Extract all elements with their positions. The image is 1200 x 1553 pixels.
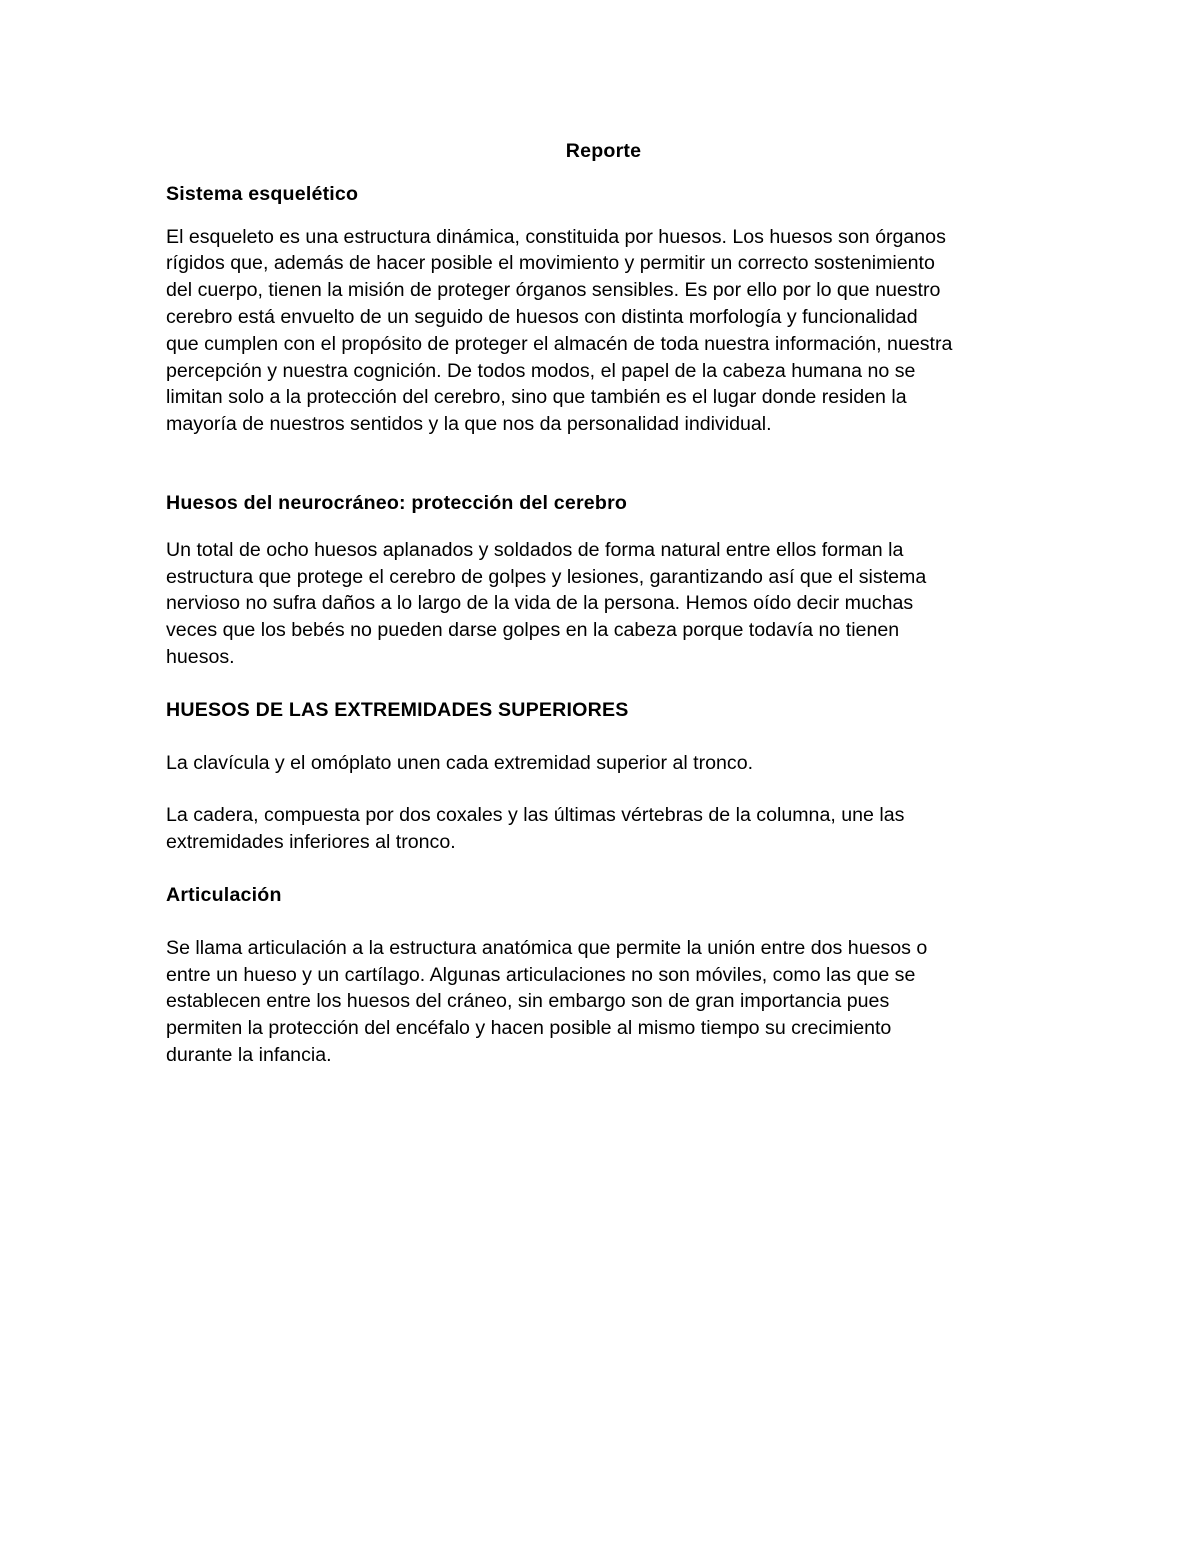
paragraph-neurocraneo: Un total de ocho huesos aplanados y soldados de forma natural entre ellos forman la estructura que protege el cerebro de golpes y lesiones, garantizando así que el sistema nervioso no sufra daños a lo largo de la vida de la persona. Hemos oído decir muchas veces que los bebés no pueden darse golpes en la cabeza porque todavía no tienen huesos.: [166, 538, 927, 668]
paragraph-articulacion: Se llama articulación a la estructura anatómica que permite la unión entre dos huesos o entre un hueso y un cartílago. Algunas articulaciones no son móviles, como las que se establecen entre los huesos del cráneo, sin embargo son de gran importancia pues permiten la protección del encéfalo y hacen posible al mismo tiempo su crecimiento durante la infancia.: [166, 936, 928, 1066]
section-heading-sistema-esqueletico: Sistema esquelético: [166, 182, 359, 205]
document-title: Reporte: [565, 140, 642, 162]
paragraph-cadera: La cadera, compuesta por dos coxales y las últimas vértebras de la columna, une las extremidades inferiores al tronco.: [166, 804, 905, 854]
section-heading-neurocraneo: Huesos del neurocráneo: protección del cerebro: [166, 491, 628, 514]
paragraph-clavicula: La clavícula y el omóplato unen cada extremidad superior al tronco.: [166, 751, 754, 774]
document-body: [166, 138, 1041, 1069]
section-heading-extremidades-superiores: HUESOS DE LAS EXTREMIDADES SUPERIORES: [166, 698, 629, 721]
paragraph-sistema-esqueletico: El esqueleto es una estructura dinámica, constituida por huesos. Los huesos son órganos rígidos que, además de hacer posible el movimiento y permitir un correcto sostenimiento del cuerpo, tienen la misión de proteger órganos sensibles. Es por ello por lo que nuestro cerebro está envuelto de un seguido de huesos con distinta morfología y funcionalidad que cumplen con el propósito de proteger el almacén de toda nuestra información, nuestra percepción y nuestra cognición. De todos modos, el papel de la cabeza humana no se limitan solo a la protección del cerebro, sino que también es el lugar donde residen la mayoría de nuestros sentidos y la que nos da personalidad individual.: [166, 225, 953, 436]
section-heading-articulacion: Articulación: [166, 883, 282, 906]
